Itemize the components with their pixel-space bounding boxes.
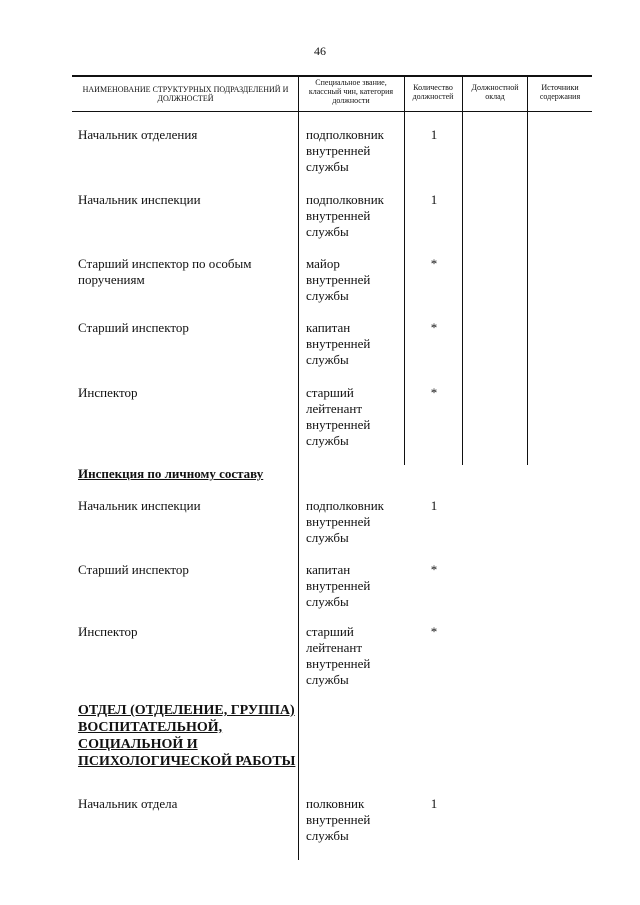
row-count: 1 — [430, 127, 438, 142]
column-divider-4 — [527, 75, 528, 465]
row-count: * — [430, 385, 438, 400]
row-name: Старший инспектор — [78, 562, 189, 577]
header-col-count: Количество должностей — [412, 83, 454, 101]
row-rank: подполковник внутренней службы — [306, 192, 384, 239]
row-count: 1 — [430, 192, 438, 207]
section-heading: ОТДЕЛ (ОТДЕЛЕНИЕ, ГРУППА) ВОСПИТАТЕЛЬНОЙ, СОЦИАЛЬНОЙ И ПСИХОЛОГИЧЕСКОЙ РАБОТЫ — [78, 703, 296, 769]
header-top-rule — [72, 75, 592, 77]
row-name: Старший инспектор — [78, 320, 189, 335]
row-count: * — [430, 624, 438, 639]
row-name: Старший инспектор по особым поручениям — [78, 256, 252, 287]
section-heading: Инспекция по личному составу — [78, 466, 264, 481]
row-rank: подполковник внутренней службы — [306, 498, 384, 545]
row-count: * — [430, 256, 438, 271]
row-count: * — [430, 562, 438, 577]
row-name: Начальник отделения — [78, 127, 198, 142]
row-rank: старший лейтенант внутренней службы — [306, 385, 371, 448]
row-name: Начальник инспекции — [78, 498, 201, 513]
row-name: Начальник отдела — [78, 796, 178, 811]
header-bottom-rule — [72, 111, 592, 112]
header-col-rank: Специальное звание, классный чин, категория должности — [308, 78, 394, 105]
page-number: 46 — [314, 44, 326, 58]
row-count: 1 — [430, 796, 438, 811]
row-rank: майор внутренней службы — [306, 256, 371, 303]
row-rank: подполковник внутренней службы — [306, 127, 384, 174]
header-col-salary: Должностной оклад — [471, 83, 519, 101]
row-rank: полковник внутренней службы — [306, 796, 371, 843]
row-count: 1 — [430, 498, 438, 513]
row-rank: капитан внутренней службы — [306, 320, 371, 367]
column-divider-2 — [404, 75, 405, 465]
header-col-name: НАИМЕНОВАНИЕ СТРУКТУРНЫХ ПОДРАЗДЕЛЕНИЙ И ДОЛЖНОСТЕЙ — [82, 85, 289, 103]
row-count: * — [430, 320, 438, 335]
header-col-source: Источники содержания — [539, 83, 581, 101]
column-divider-1 — [298, 75, 299, 860]
row-rank: старший лейтенант внутренней службы — [306, 624, 371, 687]
row-name: Инспектор — [78, 385, 138, 400]
row-name: Начальник инспекции — [78, 192, 201, 207]
row-name: Инспектор — [78, 624, 138, 639]
row-rank: капитан внутренней службы — [306, 562, 371, 609]
column-divider-3 — [462, 75, 463, 465]
